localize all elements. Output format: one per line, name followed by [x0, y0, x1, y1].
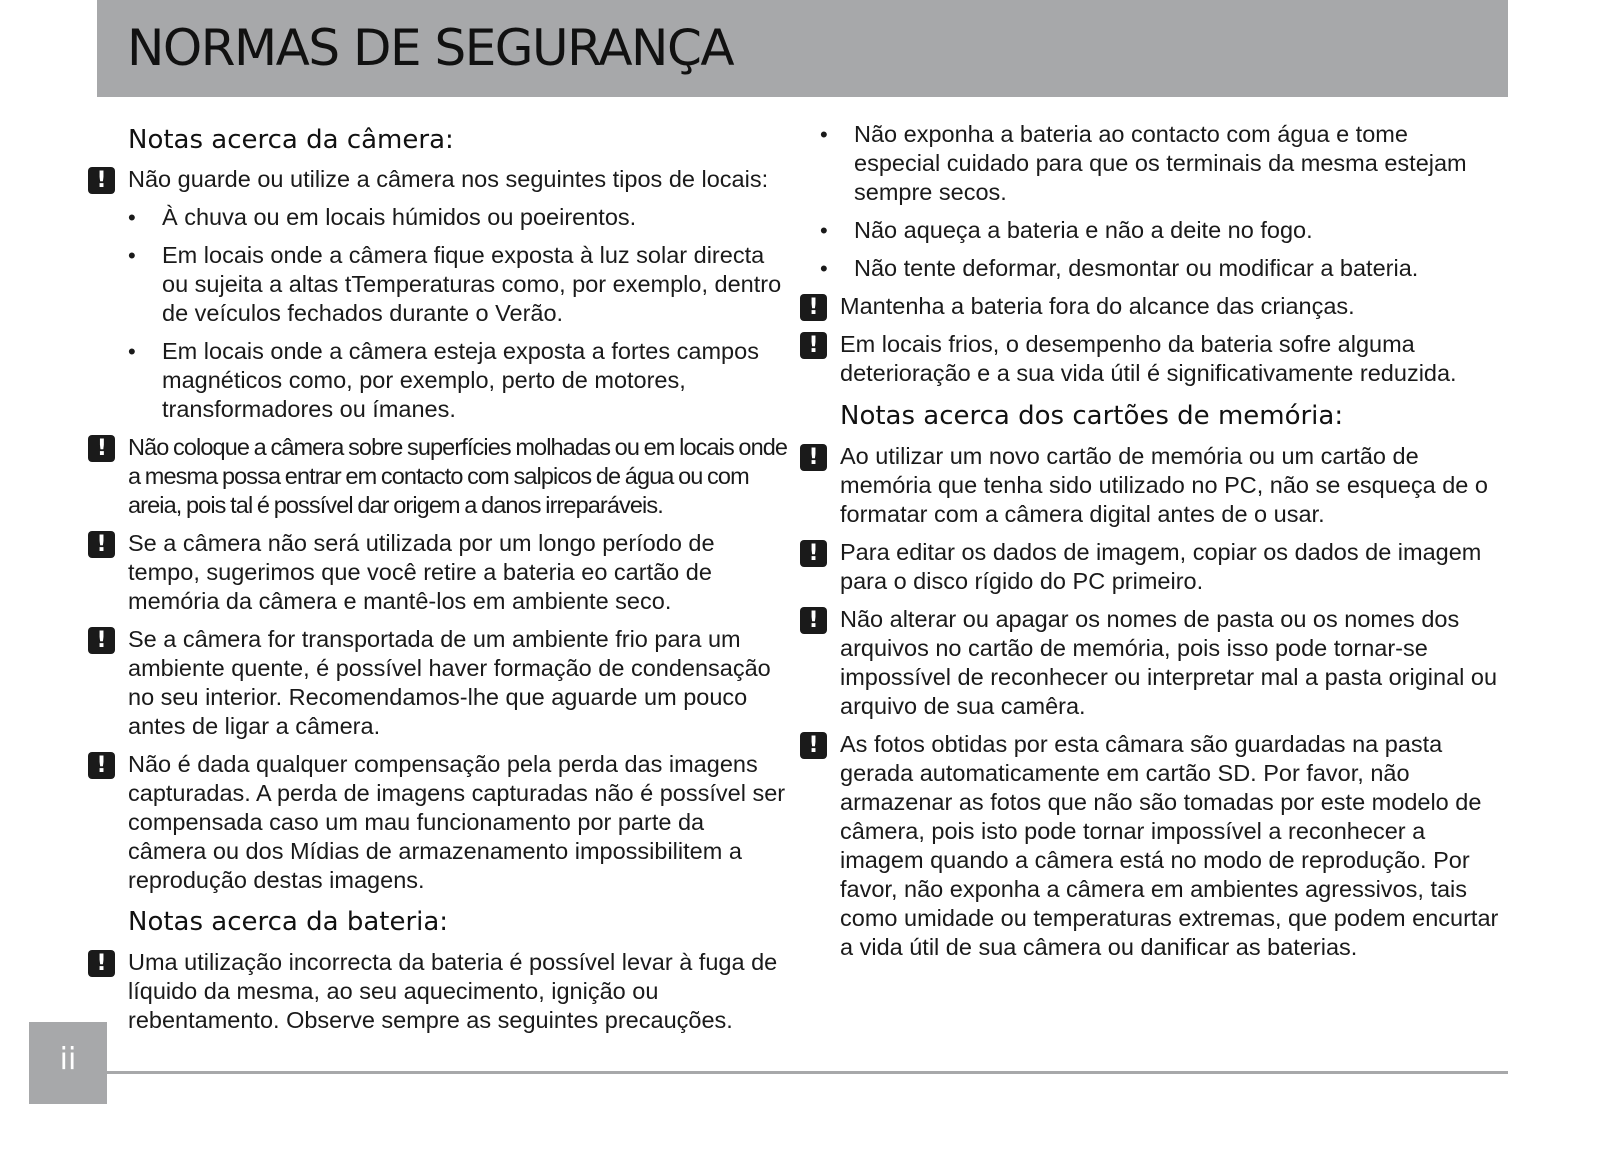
warning-exclamation-icon: ! [88, 752, 115, 779]
battery-notes-heading: Notas acerca da bateria: [128, 907, 449, 937]
warning-note [800, 605, 1500, 721]
camera-notes-heading: Notas acerca da câmera: [128, 125, 454, 155]
warning-note [88, 625, 788, 741]
warning-note [88, 948, 788, 1035]
warning-text: Se a câmera não será utilizada por um longo período de tempo, sugerimos que você retire a bateria eo cartão de memória da câmera e mantê-los em ambiente seco. [128, 530, 715, 614]
list-item: • Não exponha a bateria ao contacto com água e tome especial cuidado para que os terminais da mesma estejam sempre secos. [800, 120, 1500, 207]
list-item: • Não tente deformar, desmontar ou modificar a bateria. [800, 254, 1500, 283]
memory-card-notes-heading: Notas acerca dos cartões de memória: [840, 401, 1344, 431]
warning-exclamation-icon: ! [88, 531, 115, 558]
footer-rule [97, 1071, 1508, 1074]
warning-exclamation-icon: ! [800, 332, 827, 359]
warning-note [88, 165, 788, 194]
left-column [88, 120, 788, 1044]
warning-text: Se a câmera for transportada de um ambiente frio para um ambiente quente, é possível haver formação de condensação no seu interior. Recomendamos-lhe que aguarde um pouco antes de ligar a câmera. [128, 626, 771, 739]
list-item: • À chuva ou em locais húmidos ou poeirentos. [88, 203, 788, 232]
warning-note [800, 730, 1500, 962]
warning-note [88, 433, 788, 520]
warning-exclamation-icon: ! [88, 167, 115, 194]
warning-exclamation-icon: ! [800, 732, 827, 759]
page-title: NORMAS DE SEGURANÇA [127, 19, 734, 77]
warning-text: Ao utilizar um novo cartão de memória ou um cartão de memória que tenha sido utilizado no PC, não se esqueça de o formatar com a câmera digital antes de o usar. [840, 443, 1488, 527]
camera-location-list [88, 203, 788, 424]
warning-note [800, 330, 1500, 388]
page-number: ii [59, 1042, 77, 1077]
right-column [800, 120, 1500, 971]
warning-exclamation-icon: ! [800, 607, 827, 634]
warning-text: Para editar os dados de imagem, copiar os dados de imagem para o disco rígido do PC primeiro. [840, 539, 1482, 594]
warning-text: Em locais frios, o desempenho da bateria sofre alguma deterioração e a sua vida útil é significativamente reduzida. [840, 331, 1457, 386]
warning-exclamation-icon: ! [88, 627, 115, 654]
warning-text: Não é dada qualquer compensação pela perda das imagens capturadas. A perda de imagens capturadas não é possível ser compensada caso um mau funcionamento por parte da câmera ou dos Mídias de armazenamento impossibilitem a reprodução destas imagens. [128, 751, 786, 893]
warning-text: Não guarde ou utilize a câmera nos seguintes tipos de locais: [128, 166, 769, 192]
warning-note [88, 529, 788, 616]
list-item: • Em locais onde a câmera fique exposta à luz solar directa ou sujeita a altas tTemperaturas como, por exemplo, dentro de veículos fechados durante o Verão. [88, 241, 788, 328]
warning-exclamation-icon: ! [800, 540, 827, 567]
warning-note [800, 442, 1500, 529]
warning-note [800, 292, 1500, 321]
warning-text: Mantenha a bateria fora do alcance das crianças. [840, 293, 1355, 319]
header-band [97, 0, 1508, 97]
warning-exclamation-icon: ! [800, 444, 827, 471]
battery-precautions-list [800, 120, 1500, 283]
warning-text: Uma utilização incorrecta da bateria é possível levar à fuga de líquido da mesma, ao seu aquecimento, ignição ou rebentamento. Observe sempre as seguintes precauções. [128, 949, 778, 1033]
warning-text: Não coloque a câmera sobre superfícies molhadas ou em locais onde a mesma possa entrar em contacto com salpicos de água ou com areia, pois tal é possível dar origem a danos irreparáveis. [128, 434, 788, 518]
warning-text: As fotos obtidas por esta câmara são guardadas na pasta gerada automaticamente em cartão SD. Por favor, não armazenar as fotos que não são tomadas por este modelo de câmera, pois isto pode tornar impossível a reconhecer a imagem quando a câmera está no modo de reprodução. Por favor, não exponha a câmera em ambientes agressivos, tais como umidade ou temperaturas extremas, que podem encurtar a vida útil de sua câmera ou danificar as baterias. [840, 731, 1499, 960]
list-item: • Em locais onde a câmera esteja exposta a fortes campos magnéticos como, por exemplo, perto de motores, transformadores ou ímanes. [88, 337, 788, 424]
warning-text: Não alterar ou apagar os nomes de pasta ou os nomes dos arquivos no cartão de memória, pois isso pode tornar-se impossível de reconhecer ou interpretar mal a pasta original ou arquivo de sua camêra. [840, 606, 1498, 719]
warning-exclamation-icon: ! [88, 435, 115, 462]
warning-note [800, 538, 1500, 596]
warning-exclamation-icon: ! [88, 950, 115, 977]
list-item: • Não aqueça a bateria e não a deite no fogo. [800, 216, 1500, 245]
warning-note [88, 750, 788, 895]
page-number-box [29, 1022, 107, 1104]
warning-exclamation-icon: ! [800, 294, 827, 321]
